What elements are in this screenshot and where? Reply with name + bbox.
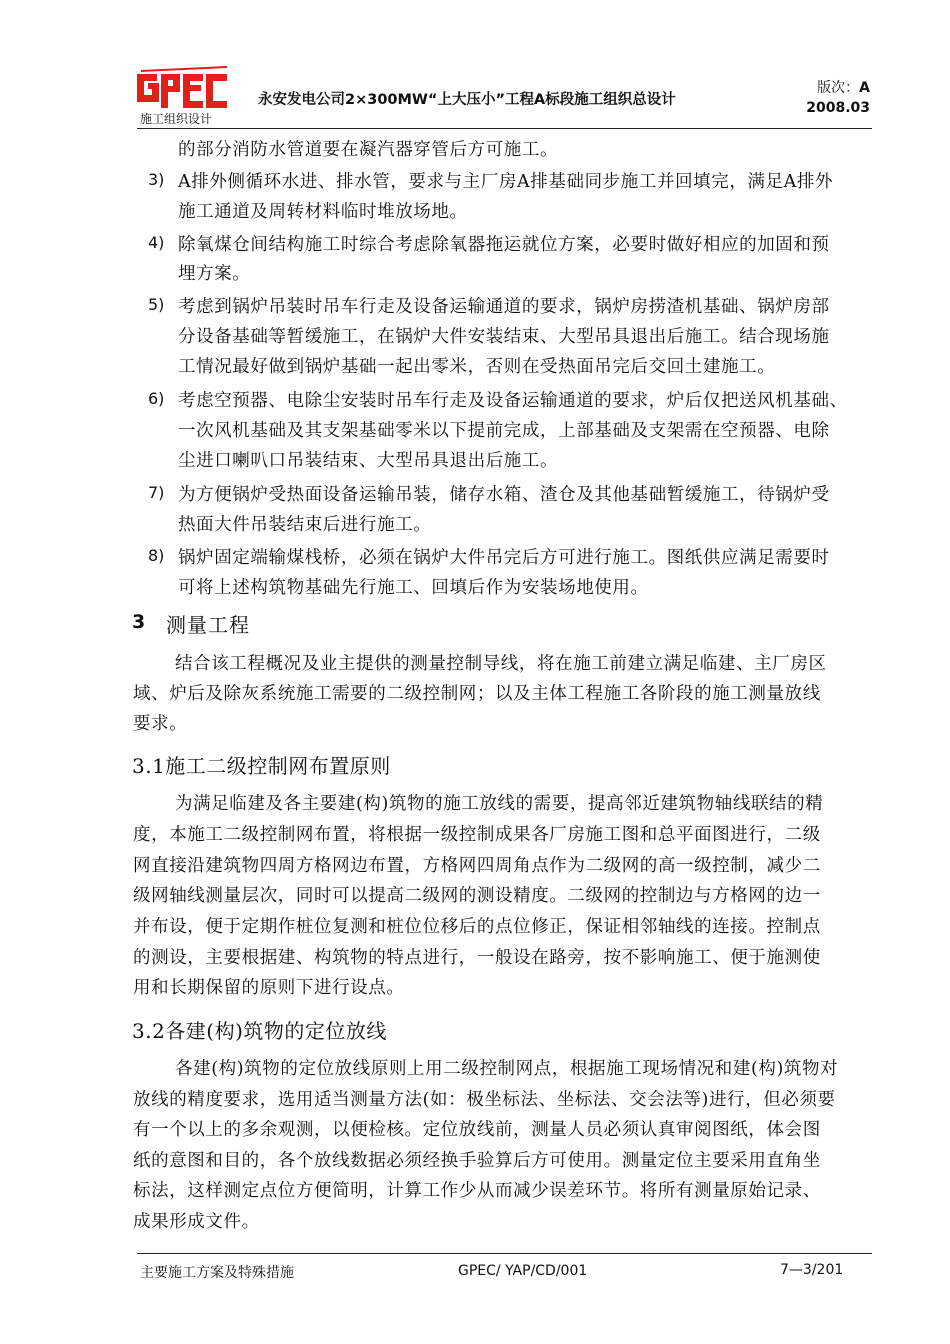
paragraph-line: 度，本施工二级控制网布置，将根据一级控制成果各厂房施工图和总平面图进行，二级 bbox=[133, 825, 821, 845]
paragraph-line: 网直接沿建筑物四周方格网边布置，方格网四周角点作为二级网的高一级控制，减少二 bbox=[133, 856, 821, 876]
paragraph-line: 要求。 bbox=[133, 714, 188, 734]
logo-caption: 施工组织设计 bbox=[140, 112, 213, 126]
list-number: 3) bbox=[148, 170, 165, 189]
version-label: 版次： bbox=[817, 80, 860, 96]
list-number: 4) bbox=[148, 233, 165, 252]
list-number: 7) bbox=[148, 483, 165, 502]
list-text: 考虑空预器、电除尘安装时吊车行走及设备运输通道的要求，炉后仅把送风机基础、 bbox=[178, 391, 848, 411]
footer-left-text: 主要施工方案及特殊措施 bbox=[140, 1265, 294, 1281]
list-number: 5) bbox=[148, 295, 165, 314]
list-text: 考虑到锅炉吊装时吊车行走及设备运输通道的要求，锅炉房捞渣机基础、锅炉房部 bbox=[178, 297, 830, 317]
list-text: 一次风机基础及其支架基础零米以下提前完成，上部基础及支架需在空预器、电除 bbox=[178, 421, 830, 441]
paragraph-line: 域、炉后及除灰系统施工需要的二级控制网；以及主体工程施工各阶段的施工测量放线 bbox=[133, 684, 821, 704]
continuation-line: 的部分消防水管道要在凝汽器穿管后方可施工。 bbox=[178, 140, 559, 160]
list-text: 锅炉固定端输煤栈桥，必须在锅炉大件吊完后方可进行施工。图纸供应满足需要时 bbox=[178, 548, 830, 568]
section-number: 3 bbox=[132, 611, 146, 633]
list-text: 热面大件吊装结束后进行施工。 bbox=[178, 515, 432, 535]
paragraph-line: 放线的精度要求，选用适当测量方法(如：极坐标法、坐标法、交会法等)进行，但必须要 bbox=[133, 1090, 836, 1110]
list-text: 工情况最好做到锅炉基础一起出零米，否则在受热面吊完后交回土建施工。 bbox=[178, 357, 776, 377]
paragraph-line: 为满足临建及各主要建(构)筑物的施工放线的需要，提高邻近建筑物轴线联结的精 bbox=[175, 794, 824, 814]
paragraph-line: 有一个以上的多余观测，以便检核。定位放线前，测量人员必须认真审阅图纸，体会图 bbox=[133, 1120, 821, 1140]
paragraph-line: 标法，这样测定点位方便简明，计算工作少从而减少误差环节。将所有测量原始记录、 bbox=[133, 1181, 821, 1201]
version-block bbox=[790, 78, 870, 118]
paragraph-line: 纸的意图和目的，各个放线数据必须经换手验算后方可使用。测量定位主要采用直角坐 bbox=[133, 1151, 821, 1171]
section-title: 测量工程 bbox=[166, 613, 250, 637]
list-number: 8) bbox=[148, 546, 165, 565]
paragraph-line: 用和长期保留的原则下进行设点。 bbox=[133, 978, 405, 998]
list-text: 除氧煤仓间结构施工时综合考虑除氧器拖运就位方案，必要时做好相应的加固和预 bbox=[178, 235, 830, 255]
paragraph-line: 级网轴线测量层次，同时可以提高二级网的测设精度。二级网的控制边与方格网的边一 bbox=[133, 886, 821, 906]
paragraph-line: 结合该工程概况及业主提供的测量控制导线，将在施工前建立满足临建、主厂房区 bbox=[175, 654, 827, 674]
subsection-title: 3.1施工二级控制网布置原则 bbox=[132, 754, 391, 778]
footer-divider bbox=[137, 1253, 872, 1254]
list-text: 分设备基础等暂缓施工，在锅炉大件安装结束、大型吊具退出后施工。结合现场施 bbox=[178, 327, 830, 347]
list-text: 施工通道及周转材料临时堆放场地。 bbox=[178, 202, 468, 222]
subsection-title: 3.2各建(构)筑物的定位放线 bbox=[132, 1019, 387, 1043]
version-value: A bbox=[859, 80, 870, 96]
document-title: 永安发电公司2×300MW“上大压小”工程A标段施工组织总设计 bbox=[258, 92, 676, 108]
paragraph-line: 的测设，主要根据建、构筑物的特点进行，一般设在路旁，按不影响施工、便于施测使 bbox=[133, 948, 821, 968]
document-code: GPEC/ YAP/CD/001 bbox=[458, 1263, 588, 1279]
paragraph-line: 各建(构)筑物的定位放线原则上用二级控制网点，根据施工现场情况和建(构)筑物对 bbox=[175, 1059, 839, 1079]
page-header bbox=[0, 0, 950, 135]
gpec-logo bbox=[137, 66, 229, 108]
list-text: 为方便锅炉受热面设备运输吊装，储存水箱、渣仓及其他基础暂缓施工，待锅炉受 bbox=[178, 485, 830, 505]
header-divider bbox=[137, 128, 872, 129]
page-number: 7—3/201 bbox=[780, 1262, 844, 1278]
version-date: 2008.03 bbox=[806, 100, 870, 116]
paragraph-line: 并布设，便于定期作桩位复测和桩位位移后的点位修正，保证相邻轴线的连接。控制点 bbox=[133, 917, 821, 937]
list-number: 6) bbox=[148, 389, 165, 408]
list-text: 可将上述构筑物基础先行施工、回填后作为安装场地使用。 bbox=[178, 578, 649, 598]
list-text: 埋方案。 bbox=[178, 264, 251, 284]
paragraph-line: 成果形成文件。 bbox=[133, 1212, 260, 1232]
list-text: A排外侧循环水进、排水管，要求与主厂房A排基础同步施工并回填完，满足A排外 bbox=[178, 172, 834, 192]
list-text: 尘进口喇叭口吊装结束、大型吊具退出后施工。 bbox=[178, 451, 559, 471]
